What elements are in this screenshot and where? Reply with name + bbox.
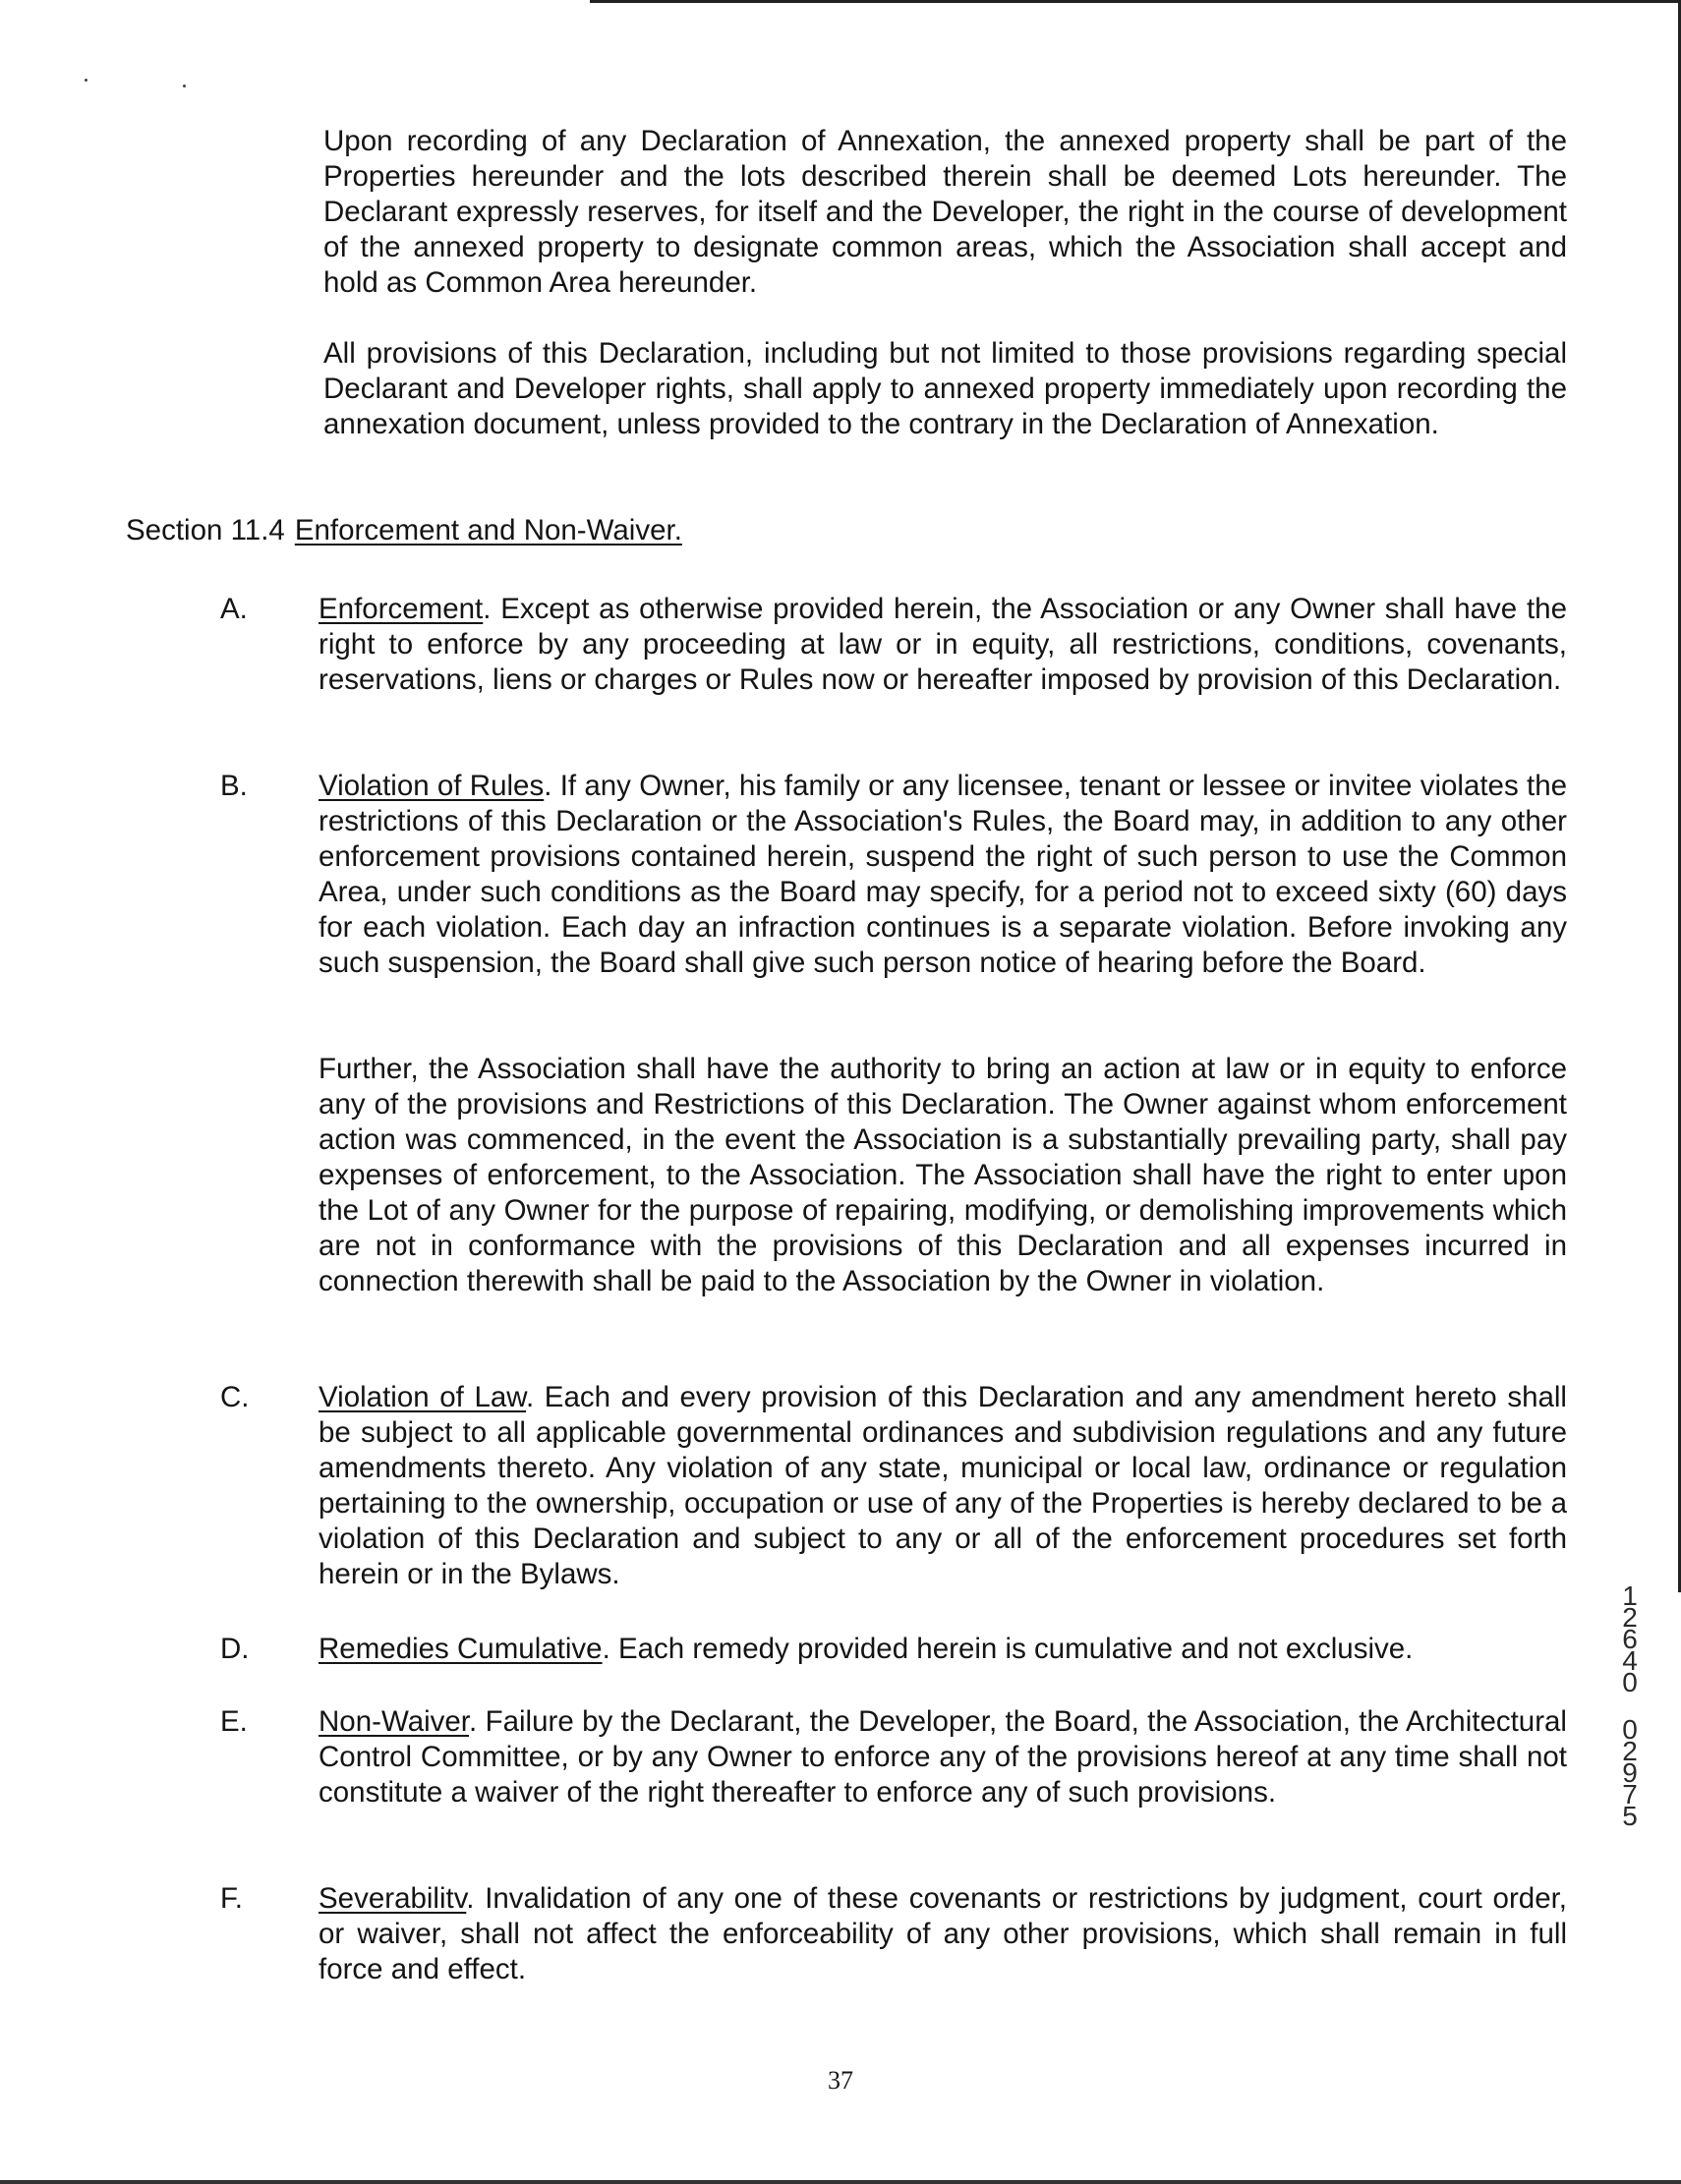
section-title: Enforcement and Non-Waiver. [294, 514, 682, 546]
section-heading [126, 513, 682, 548]
item-letter: B. [220, 770, 248, 802]
item-heading: Severabilitv [319, 1882, 467, 1915]
item-heading: Non-Waiver [319, 1705, 470, 1738]
item-body: . Failure by the Declarant, the Developer, the Board, the Association, the Architectural Control Committee, or by any Owner to enforce any of the provisions hereof at any time shall not constitute a waiver of the right thereafter to enforce any of such provisions. [319, 1705, 1567, 1809]
item-violation-of-law [319, 1380, 1567, 1592]
item-enforcement [319, 592, 1567, 698]
page-number: 37 [828, 2066, 853, 2095]
item-body: . If any Owner, his family or any licensee, tenant or lessee or invitee violates the restrictions of this Declaration or the Association's Rules, the Board may, in addition to any other enforcement provisions contained herein, suspend the right of such person to use the Common Area, under such conditions as the Board may specify, for a period not to exceed sixty (60) days for each violation. Each day an infraction continues is a separate violation. Before invoking any such suspension, the Board shall give such person notice of hearing before the Board. [319, 770, 1568, 979]
item-body: . Each remedy provided herein is cumulative and not exclusive. [602, 1633, 1414, 1665]
stamp-digit: 0 [1622, 1667, 1638, 1697]
item-letter: E. [220, 1705, 248, 1738]
item-body: . Each and every provision of this Declaration and any amendment hereto shall be subject to all applicable governmental ordinances and subdivision regulations and any future amendments thereto. Any violation of any state, municipal or local law, ordinance or regulation pertaining to the ownership, occupation or use of any of the Properties is hereby declared to be a violation of this Declaration and subject to any or all of the enforcement procedures set forth herein or in the Bylaws. [319, 1381, 1567, 1590]
item-letter: F. [220, 1882, 243, 1915]
item-non-waiver [319, 1704, 1567, 1810]
item-heading: Violation of Law [319, 1381, 526, 1413]
intro-paragraph-annexation: Upon recording of any Declaration of Annexation, the annexed property shall be part of the Properties hereunder and the lots described therein shall be deemed Lots hereunder. The Declarant expressly reserves, for itself and the Developer, the right in the course of development of the annexed property to designate common areas, which the Association shall accept and hold as Common Area hereunder. [323, 125, 1567, 299]
stamp-digit: 5 [1622, 1801, 1638, 1831]
item-letter: D. [220, 1633, 250, 1665]
section-number: Section 11.4 [126, 514, 285, 546]
stamp-digit: 0 [1622, 1714, 1638, 1745]
scan-speck [183, 85, 186, 87]
item-body: . Except as otherwise provided herein, the Association or any Owner shall have the right to enforce by any proceeding at law or in equity, all restrictions, conditions, covenants, reservations, liens or charges or Rules now or hereafter imposed by provision of this Declaration. [319, 593, 1567, 696]
margin-recording-stamp [1618, 1581, 1642, 1831]
stamp-digit: 1 [1622, 1581, 1638, 1611]
item-heading: Violation of Rules [319, 770, 545, 802]
item-severability [319, 1881, 1567, 1987]
item-letter: A. [220, 593, 248, 625]
item-violation-of-rules [319, 769, 1567, 981]
scan-top-edge [590, 0, 1681, 3]
stamp-digit: 4 [1622, 1645, 1638, 1676]
item-body: . Invalidation of any one of these covenants or restrictions by judgment, court order, or waiver, shall not affect the enforceability of any other provisions, which shall remain in full force and effect. [319, 1882, 1567, 1985]
stamp-digit: 2 [1622, 1736, 1638, 1766]
item-remedies-cumulative [319, 1632, 1567, 1667]
item-letter: C. [220, 1381, 250, 1413]
stamp-digit: 7 [1622, 1779, 1638, 1810]
intro-paragraph-provisions: All provisions of this Declaration, including but not limited to those provisions regarding special Declarant and Developer rights, shall apply to annexed property immediately upon recording the annexation document, unless provided to the contrary in the Declaration of Annexation. [323, 337, 1567, 440]
scan-bottom-edge [0, 2180, 1681, 2184]
stamp-digit: 9 [1622, 1757, 1638, 1788]
item-heading: Enforcement [319, 593, 484, 625]
stamp-digit: 2 [1622, 1602, 1638, 1633]
scan-speck [85, 79, 87, 82]
stamp-digit: 6 [1622, 1624, 1638, 1654]
item-heading: Remedies Cumulative [319, 1633, 603, 1665]
item-violation-of-rules-continuation: Further, the Association shall have the authority to bring an action at law or in equity to enforce any of the provisions and Restrictions of this Declaration. The Owner against whom enforcement action was commenced, in the event the Association is a substantially prevailing party, shall pay expenses of enforcement, to the Association. The Association shall have the right to enter upon the Lot of any Owner for the purpose of repairing, modifying, or demolishing improvements which are not in conformance with the provisions of this Declaration and all expenses incurred in connection therewith shall be paid to the Association by the Owner in violation. [319, 1053, 1567, 1297]
